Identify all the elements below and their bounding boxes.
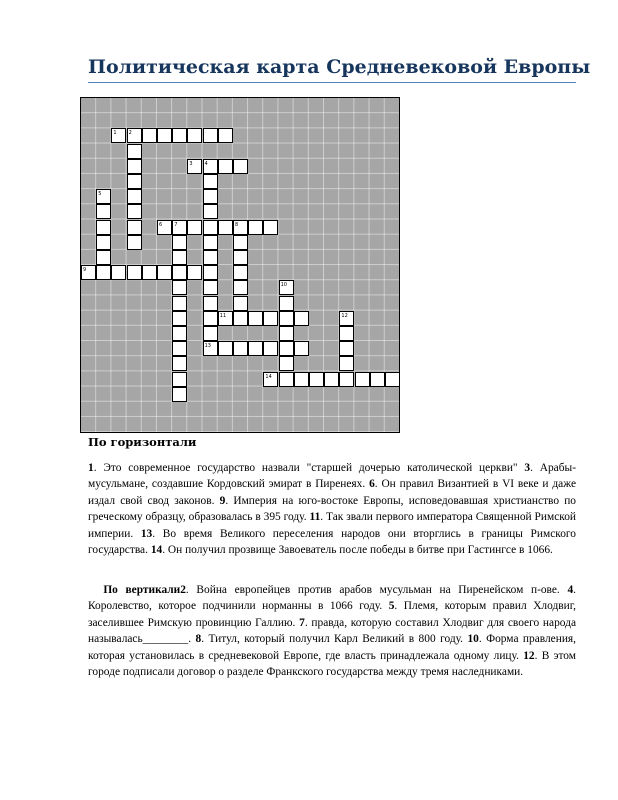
- clue-number: 6: [369, 478, 375, 491]
- crossword-cell[interactable]: [263, 220, 278, 235]
- clue-number: 7: [174, 221, 178, 228]
- crossword-cell[interactable]: [203, 204, 218, 219]
- crossword-cell[interactable]: [294, 341, 309, 356]
- crossword-cell[interactable]: [96, 220, 111, 235]
- crossword-cell[interactable]: [172, 341, 187, 356]
- clue-number: 13: [140, 527, 153, 540]
- clue-text: . Титул, который получил Карл Великий в 800 году.: [201, 633, 468, 646]
- crossword-cell[interactable]: [127, 204, 142, 219]
- clue-text: . Арабы-мусульмане, создавшие Кордовский эмират в Пиренеях.: [88, 462, 576, 491]
- crossword-cell[interactable]: [203, 296, 218, 311]
- crossword-cell[interactable]: [218, 128, 233, 143]
- crossword-cell[interactable]: [370, 372, 385, 387]
- crossword-cell[interactable]: [233, 280, 248, 295]
- crossword-cell[interactable]: [172, 280, 187, 295]
- crossword-cell[interactable]: [157, 128, 172, 143]
- crossword-cell[interactable]: [172, 311, 187, 326]
- crossword-cell[interactable]: [294, 311, 309, 326]
- crossword-cell[interactable]: [263, 341, 278, 356]
- clue-number: 11: [219, 312, 227, 319]
- crossword-cell[interactable]: [248, 341, 263, 356]
- crossword-cell[interactable]: [279, 341, 294, 356]
- crossword-cell[interactable]: [203, 265, 218, 280]
- clue-number: 3: [524, 462, 531, 474]
- clue-text: . Война европейцев против арабов мусульман на Пиренейском п-ове.: [185, 584, 568, 596]
- across-clues: [88, 460, 576, 558]
- crossword-cell[interactable]: [172, 296, 187, 311]
- crossword-cell[interactable]: [203, 326, 218, 341]
- crossword-cell[interactable]: [127, 189, 142, 204]
- page-title: Политическая карта Средневековой Европы: [88, 56, 591, 78]
- clue-text: . Форма правления, которая установилась в средневековой Европе, где власть принадлежала одному лицу.: [88, 633, 577, 662]
- crossword-cell[interactable]: [203, 220, 218, 235]
- clue-number: 9: [219, 494, 226, 507]
- clue-number: 2: [180, 584, 186, 596]
- crossword-cell[interactable]: [233, 341, 248, 356]
- clue-number: 5: [388, 600, 395, 613]
- clue-number: 12: [341, 312, 348, 319]
- title-underline: [88, 82, 576, 83]
- crossword-cell[interactable]: [279, 356, 294, 371]
- crossword-cell[interactable]: [172, 250, 187, 265]
- clue-number: 8: [195, 633, 202, 646]
- crossword-cell[interactable]: [233, 235, 248, 250]
- crossword-cell[interactable]: [187, 265, 202, 280]
- clue-number: 5: [98, 191, 102, 198]
- crossword-cell[interactable]: [279, 372, 294, 387]
- clue-number: 3: [189, 160, 193, 167]
- down-clues: [88, 582, 576, 680]
- crossword-cell[interactable]: [233, 265, 248, 280]
- crossword-cell[interactable]: [172, 128, 187, 143]
- clue-number: 10: [280, 282, 287, 289]
- crossword-cell[interactable]: [263, 311, 278, 326]
- clue-number: 6: [159, 221, 163, 228]
- clue-text: . Это современное государство назвали "старшей дочерью католической церкви": [93, 462, 525, 474]
- clue-number: 12: [523, 649, 535, 662]
- crossword-cell[interactable]: [339, 326, 354, 341]
- crossword-cell[interactable]: [339, 372, 354, 387]
- crossword-cell[interactable]: [172, 326, 187, 341]
- crossword-cell[interactable]: [203, 235, 218, 250]
- clue-text: . Он правил Византией в VI веке и даже издал свой свод законов.: [88, 478, 576, 507]
- clue-number: 7: [299, 616, 305, 629]
- crossword-cell[interactable]: [218, 159, 233, 174]
- crossword-cell[interactable]: [233, 296, 248, 311]
- clue: [196, 633, 468, 645]
- crossword-cell[interactable]: [142, 128, 157, 143]
- down-heading: По вертикали: [88, 584, 181, 596]
- crossword-cell[interactable]: [187, 220, 202, 235]
- clue-number: 11: [309, 511, 321, 524]
- crossword-cell[interactable]: [111, 265, 126, 280]
- crossword-cell[interactable]: [142, 265, 157, 280]
- crossword-cell[interactable]: [203, 280, 218, 295]
- crossword-cell[interactable]: [172, 356, 187, 371]
- crossword-cell[interactable]: [203, 311, 218, 326]
- crossword-cell[interactable]: [279, 326, 294, 341]
- clue-number: 8: [235, 221, 239, 228]
- crossword-cell[interactable]: [127, 220, 142, 235]
- crossword-cell[interactable]: [279, 296, 294, 311]
- clue-number: 13: [204, 343, 211, 350]
- crossword-cell[interactable]: [157, 265, 172, 280]
- crossword-cell[interactable]: [248, 220, 263, 235]
- crossword-cell[interactable]: [339, 356, 354, 371]
- clue: [88, 462, 524, 474]
- across-heading: По горизонтали: [88, 435, 197, 449]
- clue-text: . правда, которую составил Хлодвиг для своего народа называлась________.: [88, 616, 576, 646]
- crossword-cell[interactable]: [172, 265, 187, 280]
- crossword-cell[interactable]: [309, 372, 324, 387]
- crossword-cell[interactable]: [355, 372, 370, 387]
- crossword-cell[interactable]: [172, 372, 187, 387]
- crossword-grid: [80, 97, 400, 433]
- clue-text: . Так звали первого императора Священной Римской империи.: [88, 511, 576, 540]
- crossword-cell[interactable]: [203, 174, 218, 189]
- clue-text: . Королевство, которое подчинили норманны в 1066 году.: [88, 584, 576, 613]
- clue-number: 9: [83, 267, 87, 274]
- crossword-cell[interactable]: [248, 311, 263, 326]
- clue-text: . В этом городе подписали договор о разделе Франкского государства между тремя наследниками.: [88, 649, 576, 679]
- crossword-cell[interactable]: [172, 387, 187, 402]
- clue-number: 4: [204, 160, 208, 167]
- crossword-cell[interactable]: [279, 311, 294, 326]
- crossword-cell[interactable]: [218, 220, 233, 235]
- clue-number: 10: [467, 633, 479, 646]
- crossword-cell[interactable]: [294, 372, 309, 387]
- crossword-cell[interactable]: [96, 250, 111, 265]
- clue-number: 1: [113, 130, 117, 137]
- crossword-cell[interactable]: [324, 372, 339, 387]
- crossword-cell[interactable]: [385, 372, 400, 387]
- crossword-cell[interactable]: [96, 235, 111, 250]
- clue-number: 4: [567, 584, 574, 596]
- crossword-cell[interactable]: [127, 265, 142, 280]
- crossword-cell[interactable]: [203, 250, 218, 265]
- crossword-cell[interactable]: [203, 128, 218, 143]
- clue-number: 2: [128, 130, 132, 137]
- crossword-cell[interactable]: [127, 174, 142, 189]
- crossword-cell[interactable]: [203, 189, 218, 204]
- clue: [151, 544, 553, 556]
- clue-text: . Во время Великого переселения народов они вторглись в границы Римского государства.: [88, 527, 576, 557]
- clue-number: 1: [88, 462, 94, 474]
- clue-number: 14: [265, 373, 272, 380]
- crossword-cell[interactable]: [96, 265, 111, 280]
- crossword-cell[interactable]: [233, 311, 248, 326]
- clue-text: . Он получил прозвище Завоеватель после победы в битве при Гастингсе в 1066.: [162, 544, 553, 557]
- clue-text: . Племя, которым правил Хлодвиг, заселившее Римскую провинцию Галлию.: [88, 600, 576, 629]
- clue-number: 14: [150, 544, 163, 557]
- crossword-cell[interactable]: [127, 159, 142, 174]
- crossword-cell[interactable]: [127, 235, 142, 250]
- crossword-cell[interactable]: [218, 341, 233, 356]
- crossword-cell[interactable]: [96, 204, 111, 219]
- crossword-cell[interactable]: [127, 144, 142, 159]
- crossword-cell[interactable]: [233, 250, 248, 265]
- clue: [180, 584, 567, 596]
- crossword-cell[interactable]: [172, 235, 187, 250]
- crossword-cell[interactable]: [233, 159, 248, 174]
- crossword-cell[interactable]: [339, 341, 354, 356]
- crossword-cell[interactable]: [187, 128, 202, 143]
- clue-text: . Империя на юго-востоке Европы, исповедовавшая христианство по греческому образцу, образовалась в 395 году.: [88, 494, 577, 524]
